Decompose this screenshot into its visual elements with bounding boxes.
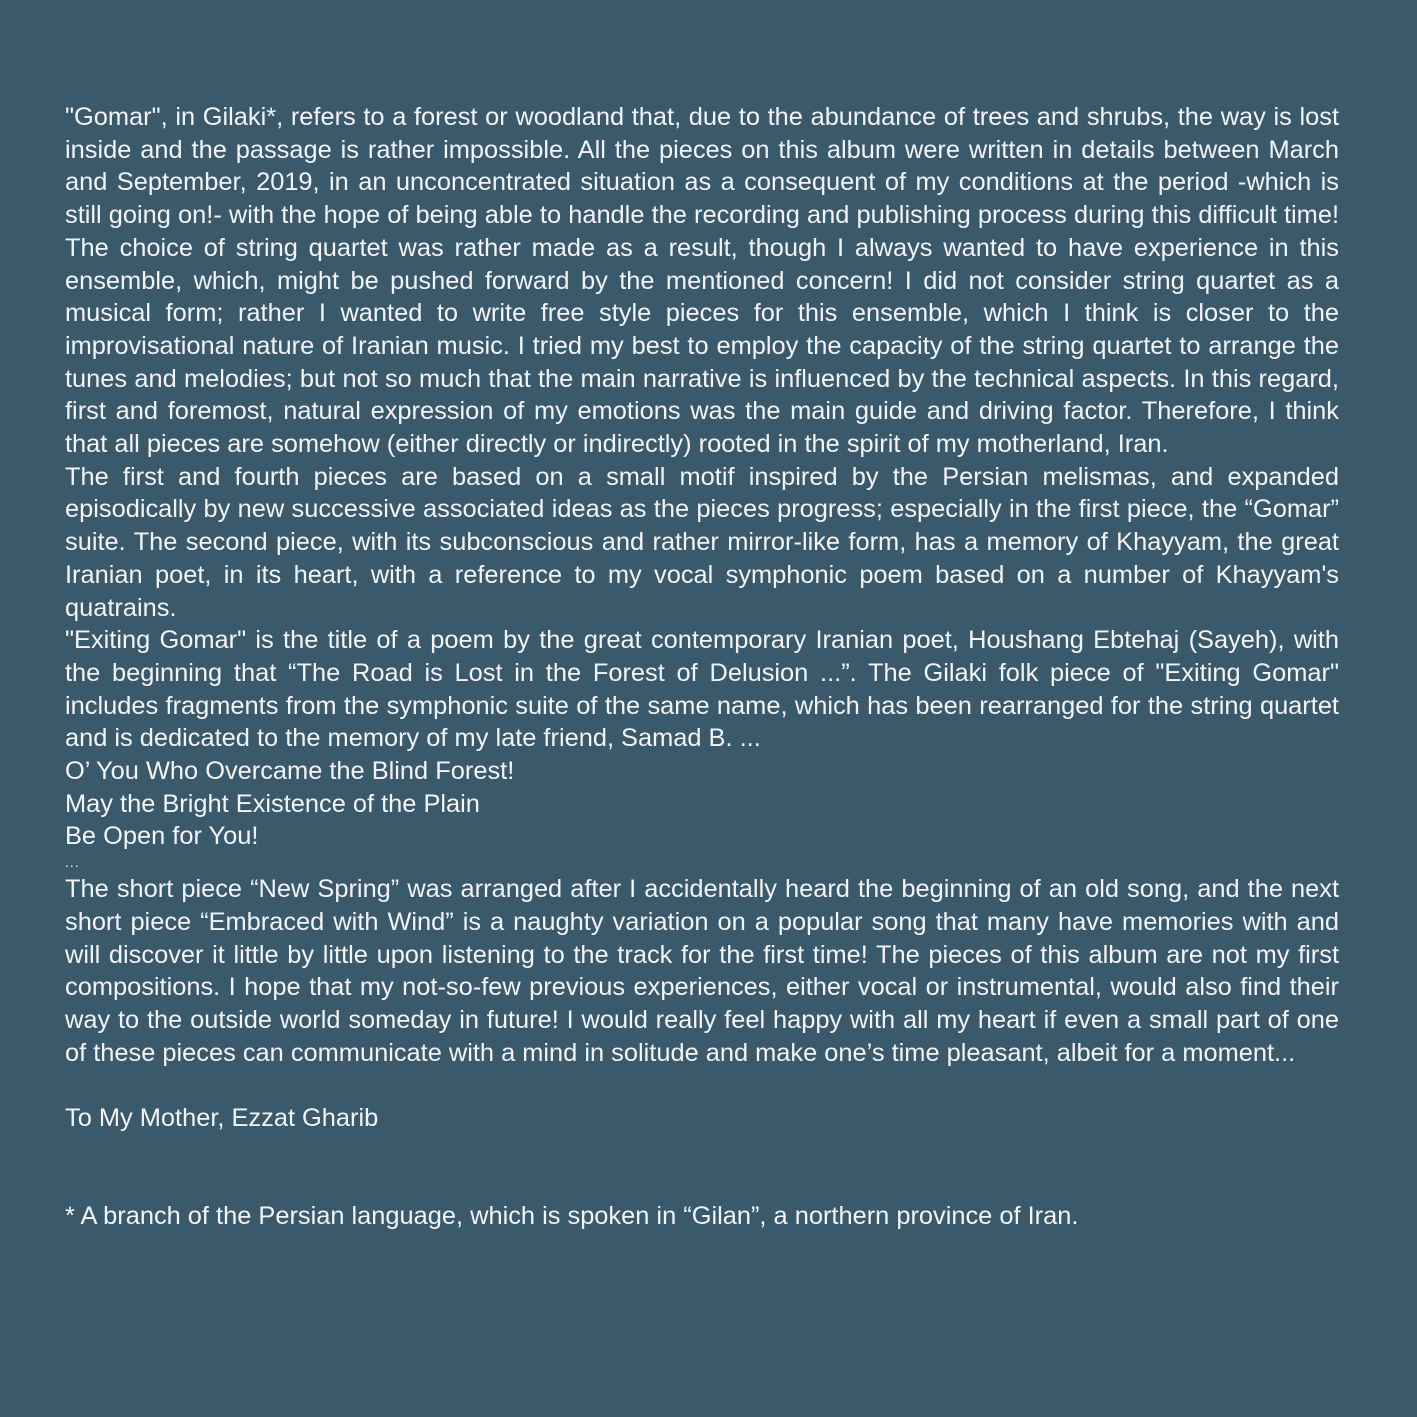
dedication: To My Mother, Ezzat Gharib [65, 1104, 379, 1133]
paragraph-exiting-gomar: "Exiting Gomar" is the title of a poem by the great contemporary Iranian poet, Houshang Ebtehaj (Sayeh), with the beginning that “The Road is Lost in the Forest of Delusion ...”. The Gilaki folk piece of "Exiting Gomar" includes fragments from the symphonic suite of the same name, which has been rearranged for the string quartet and is dedicated to the memory of my late friend, Samad B. ... [65, 626, 1339, 753]
footnote: * A branch of the Persian language, which is spoken in “Gilan”, a northern province of Iran. [65, 1202, 1079, 1231]
liner-notes [65, 101, 1339, 1233]
paragraph-pieces: The first and fourth pieces are based on a small motif inspired by the Persian melismas, and expanded episodically by new successive associated ideas as the pieces progress; especially in the first piece, the “Gomar” suite. The second piece, with its subconscious and rather mirror-like form, has a memory of Khayyam, the great Iranian poet, in its heart, with a reference to my vocal symphonic poem based on a number of Khayyam's quatrains. [65, 462, 1339, 622]
poem-line-2: May the Bright Existence of the Plain [65, 789, 480, 818]
spacer [65, 1135, 1339, 1200]
spacer [65, 1069, 1339, 1102]
paragraph-closing: The short piece “New Spring” was arranged after I accidentally heard the beginning of an old song, and the next short piece “Embraced with Wind” is a naughty variation on a popular song that many have memories with and will discover it little by little upon listening to the track for the first time! The pieces of this album are not my first compositions. I hope that my not-so-few previous experiences, either vocal or instrumental, would also find their way to the outside world someday in future! I would really feel happy with all my heart if even a small part of one of these pieces can communicate with a mind in solitude and make one’s time pleasant, albeit for a moment... [65, 875, 1339, 1067]
poem-line-3: Be Open for You! [65, 822, 259, 851]
paragraph-intro: "Gomar", in Gilaki*, refers to a forest or woodland that, due to the abundance of trees and shrubs, the way is lost inside and the passage is rather impossible. All the pieces on this album were written in details between March and September, 2019, in an unconcentrated situation as a consequent of my conditions at the period -which is still going on!- with the hope of being able to handle the recording and publishing process during this difficult time! The choice of string quartet was rather made as a result, though I always wanted to have experience in this ensemble, which, might be pushed forward by the mentioned concern! I did not consider string quartet as a musical form; rather I wanted to write free style pieces for this ensemble, which I think is closer to the improvisational nature of Iranian music. I tried my best to employ the capacity of the string quartet to arrange the tunes and melodies; but not so much that the main narrative is influenced by the technical aspects. In this regard, first and foremost, natural expression of my emotions was the main guide and driving factor. Therefore, I think that all pieces are somehow (either directly or indirectly) rooted in the spirit of my motherland, Iran. [65, 103, 1339, 459]
poem-ellipsis: ... [65, 854, 80, 871]
poem-line-1: O’ You Who Overcame the Blind Forest! [65, 757, 515, 786]
